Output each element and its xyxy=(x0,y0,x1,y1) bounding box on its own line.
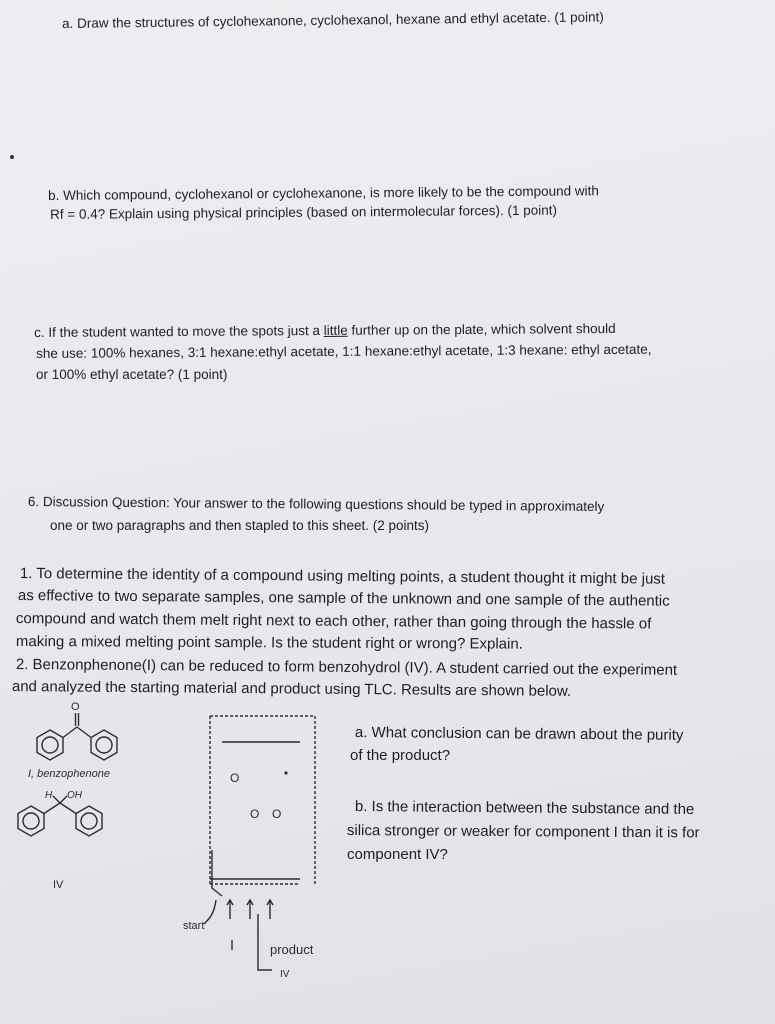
sub-b-line2: silica stronger or weaker for component I than it is for xyxy=(346,821,700,842)
start-bracket xyxy=(212,850,222,896)
sub-b-line3: component IV? xyxy=(347,846,448,863)
question-c-line3: or 100% ethyl acetate? (1 point) xyxy=(36,367,228,382)
carbonyl-o-label: O xyxy=(71,701,80,713)
spot-start-material: O xyxy=(230,771,240,785)
product-label: product xyxy=(270,942,314,957)
sub-a-line1: a. What conclusion can be drawn about the purity xyxy=(354,723,684,744)
h-label: H xyxy=(45,790,53,801)
stray-mark xyxy=(10,155,14,159)
discussion-line2: one or two paragraphs and then stapled to this sheet. (2 points) xyxy=(50,518,429,533)
q2-line1: 2. Benzonphenone(I) can be reduced to form benzohydrol (IV). A student carried out the experiment xyxy=(15,655,678,679)
spot-product-1: O xyxy=(250,807,260,821)
sub-b-line1: b. Is the interaction between the substance and the xyxy=(354,797,695,818)
lane-arrows xyxy=(227,900,273,919)
start-label: start xyxy=(183,920,205,932)
benzhydrol-structure xyxy=(18,796,102,836)
benzophenone-structure xyxy=(37,713,117,760)
tlc-figure xyxy=(0,700,340,1000)
q1-line2: as effective to two separate samples, one sample of the unknown and one sample of the authentic xyxy=(17,586,670,610)
question-b-line1: b. Which compound, cyclohexanol or cyclohexanone, is more likely to be the compound with xyxy=(48,183,599,203)
q2-line2: and analyzed the starting material and product using TLC. Results are shown below. xyxy=(11,677,572,700)
faint-spot xyxy=(284,771,287,774)
label-iv: IV xyxy=(53,879,64,891)
q1-line3: compound and watch them melt right next to each other, rather than going through the hassle of xyxy=(15,609,652,633)
question-c-line2: she use: 100% hexanes, 3:1 hexane:ethyl acetate, 1:1 hexane:ethyl acetate, 1:3 hexane: ethyl acetate, xyxy=(36,341,652,361)
underlined-word: little xyxy=(323,322,348,338)
question-a: a. Draw the structures of cyclohexanone, cyclohexanol, hexane and ethyl acetate. (1 point) xyxy=(62,9,604,31)
question-c-line1: c. If the student wanted to move the spots just a little further up on the plate, which solvent should xyxy=(34,320,616,340)
tlc-plate xyxy=(210,716,315,884)
spot-product-2: O xyxy=(272,807,282,821)
q1-line1: 1. To determine the identity of a compound using melting points, a student thought it might be just xyxy=(19,564,666,588)
start-pointer xyxy=(204,900,216,924)
oh-label: OH xyxy=(67,790,82,801)
q1-line4: making a mixed melting point sample. Is the student right or wrong? Explain. xyxy=(15,633,523,653)
label-benzophenone: I, benzophenone xyxy=(28,768,110,780)
discussion-line1: 6. Discussion Question: Your answer to the following questions should be typed in approximately xyxy=(27,493,605,515)
product-code-label: IV xyxy=(280,969,290,980)
question-b-line2: Rf = 0.4? Explain using physical principles (based on intermolecular forces). (1 point) xyxy=(50,202,558,222)
sub-a-line2: of the product? xyxy=(350,747,451,764)
